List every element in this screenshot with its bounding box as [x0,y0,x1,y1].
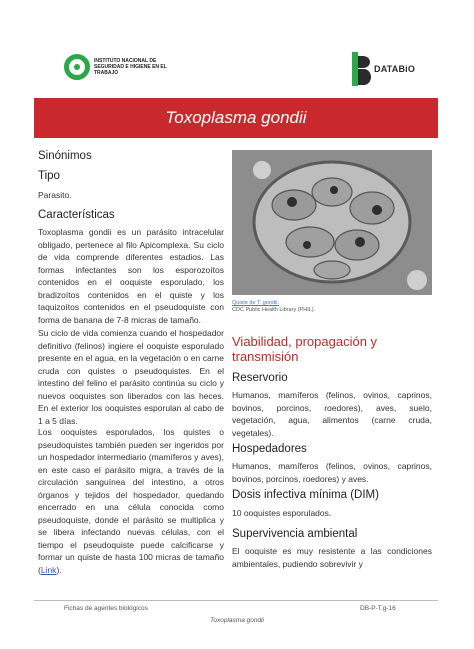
tipo-heading: Tipo [38,170,60,182]
insht-logo-mark-icon [64,54,90,80]
para-3-end: ). [56,564,62,575]
supervivencia-text: El ooquiste es muy resistente a las condiciones ambientales, pudiendo sobrevivir y [232,546,432,569]
reservorio-heading: Reservorio [232,372,288,384]
tipo-value: Parasito. [38,190,72,200]
databio-logo [350,52,415,86]
hospedadores-text: Humanos, mamíferos (felinos, ovinos, caprinos, bovinos, porcinos, roedores) y aves. [232,461,432,484]
dosis-heading: Dosis infectiva mínima (DIM) [232,489,379,501]
footer-left-text: Fichas de agentes biológicos [64,605,148,612]
caracteristicas-para-1: Toxoplasma gondii es un parásito intracelular obligado, pertenece al filo Apicomplexa. Su ciclo de vida comprende diferentes estadios. Las formas infectantes son los esporozoítos contenidos en el ooquiste esporulado, los bradizoítos contenidos en el quiste y los taquizoítos contenidos en el pseudoquiste con forma de banana de 7-8 micras de tamaño. [38,227,224,325]
micrograph-illustration [232,150,432,295]
micrograph-caption [232,300,432,314]
footer-center-title: Toxoplasma gondii [210,617,264,624]
viabilidad-heading: Viabilidad, propagación y transmisión [232,334,378,364]
databio-logo-mark-icon [350,52,372,86]
caracteristicas-heading: Características [38,209,115,221]
title-band [34,98,438,138]
supervivencia-heading: Supervivencia ambiental [232,528,358,540]
page-title: Toxoplasma gondii [165,108,307,127]
para-3-text: Los ooquistes esporulados, los quistes o pseudoquistes también pueden ser ingeridos por un hospedador intermediario (mamíferos y aves), en este caso el parásito migra, a través de la circulación sanguínea del intestino, a otros órganos y tejidos del hospedador, quedando encerrado en una célula conocida como pseudoquiste, donde el parásito se multiplica y se libera infectando nuevas células, con el tiempo el pseudoquiste puede calcificarse y formar un quiste de hasta 100 micras de tamaño ( [38,427,224,575]
footer-doc-code: DB-P-T.g-16 [360,605,396,612]
micrograph-caption-link[interactable]: Quiste de T. gondii. [232,300,279,306]
databio-logo-text: DATABiO [374,64,416,74]
insht-logo-text: INSTITUTO NACIONAL DE SEGURIDAD E HIGIENE EN EL TRABAJO [94,58,167,76]
viabilidad-section [232,334,432,364]
insht-logo [64,54,184,80]
micrograph-image [232,150,432,295]
source-link[interactable]: Link [40,564,57,575]
dosis-text: 10 ooquistes esporulados. [232,508,332,518]
reservorio-text: Humanos, mamíferos (felinos, ovinos, caprinos, bovinos, porcinos, roedores), aves, suelo, vegetación, agua, alimentos (carne cruda, vegetales). [232,390,432,438]
footer-divider [34,600,438,601]
caracteristicas-para-2: Su ciclo de vida comienza cuando el hospedador definitivo (felinos) ingiere el ooquiste esporulado presente en el agua, en la vegetación o en carne cruda con quistes o pseudoquistes. En el intestino del felino el parásito continúa su ciclo y nuevos ooquistes son liberados con las heces. En el exterior los ooquistes esporulan al cabo de 1 a 5 días. [38,328,224,426]
sinonimos-heading: Sinónimos [38,150,92,162]
hospedadores-heading: Hospedadores [232,443,307,455]
micrograph-caption-text: CDC Public Health Library (PHIL). [232,307,316,313]
caracteristicas-para-3 [38,426,224,576]
